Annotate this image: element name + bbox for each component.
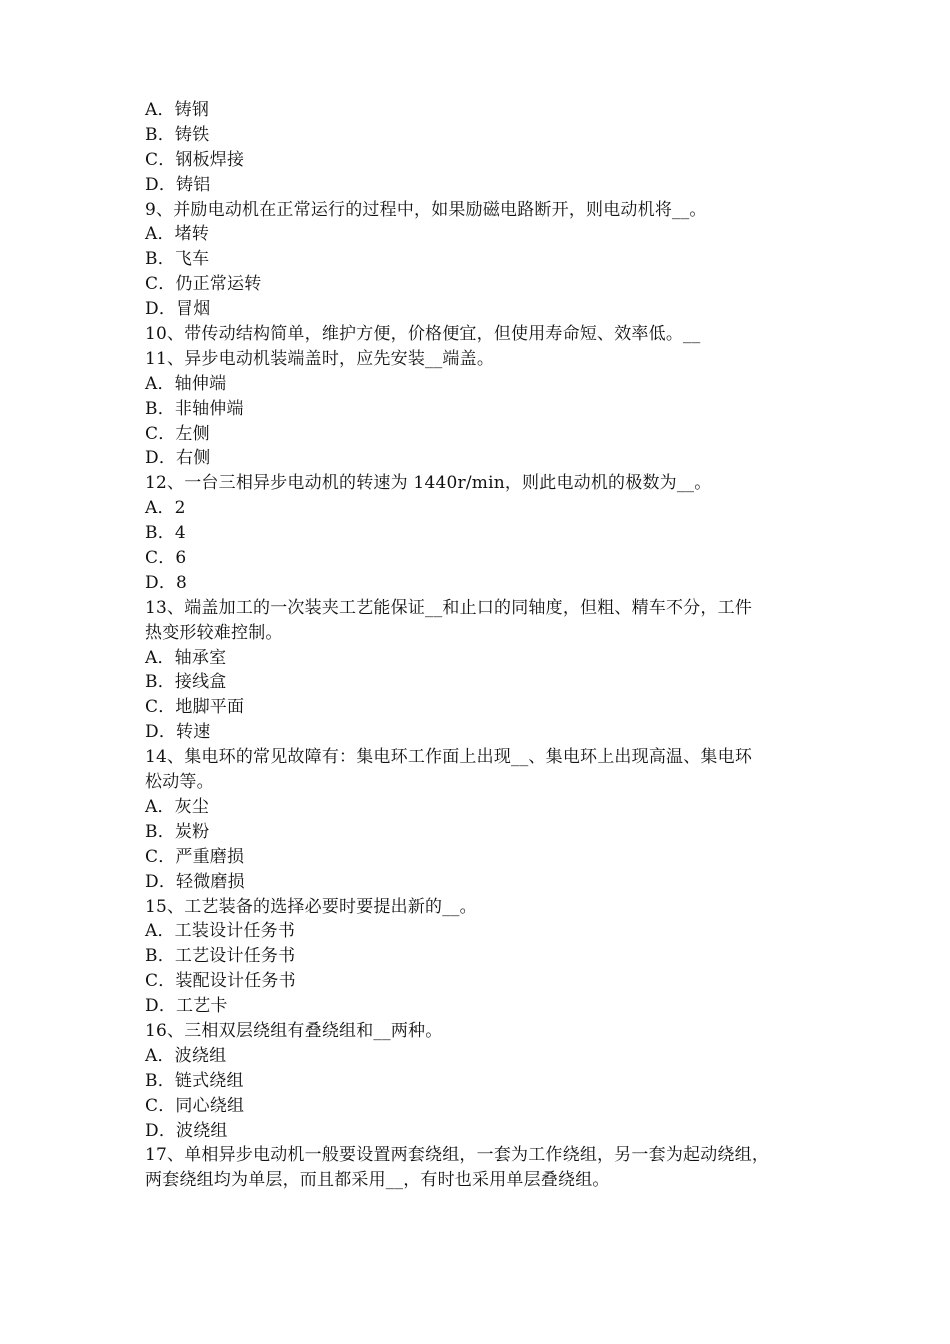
text-line: A．堵转 (145, 224, 210, 245)
text-line: 12、一台三相异步电动机的转速为 1440r/min，则此电动机的极数为__。 (145, 473, 712, 494)
question-text-block (145, 98, 815, 1193)
text-line: D．工艺卡 (145, 996, 228, 1017)
text-line: D．轻微磨损 (145, 871, 245, 892)
text-line: 14、集电环的常见故障有：集电环工作面上出现__、集电环上出现高温、集电环 (145, 747, 753, 768)
text-line: A．铸钢 (145, 100, 210, 120)
text-line: C．同心绕组 (145, 1095, 245, 1116)
text-line: B．铸铁 (145, 124, 210, 145)
text-line: A．轴承室 (145, 647, 227, 668)
text-line: B．接线盒 (145, 672, 227, 693)
text-line: 13、端盖加工的一次装夹工艺能保证__和止口的同轴度，但粗、精车不分，工件 (145, 597, 753, 618)
text-line: 10、带传动结构简单，维护方便，价格便宜，但使用寿命短、效率低。__ (145, 324, 701, 345)
text-line: 热变形较难控制。 (145, 622, 283, 643)
text-line: D．波绕组 (145, 1120, 228, 1141)
text-line: 11、异步电动机装端盖时，应先安装__端盖。 (145, 348, 495, 369)
text-line: D．冒烟 (145, 299, 211, 320)
text-line: C．6 (145, 548, 187, 569)
text-line: A．波绕组 (145, 1045, 227, 1066)
text-line: A．轴伸端 (145, 373, 227, 394)
text-line: A．工装设计任务书 (145, 921, 296, 942)
text-line: D．铸铝 (145, 174, 211, 195)
text-line: C．严重磨损 (145, 846, 245, 867)
text-line: C．左侧 (145, 423, 210, 444)
text-line: 17、单相异步电动机一般要设置两套绕组，一套为工作绕组，另一套为起动绕组， (145, 1145, 770, 1166)
text-line: 松动等。 (145, 772, 214, 793)
text-line: C．钢板焊接 (145, 149, 245, 170)
text-line: B．链式绕组 (145, 1070, 244, 1091)
text-line: A．灰尘 (145, 796, 210, 817)
text-line: B．炭粉 (145, 821, 210, 842)
text-line: 9、并励电动机在正常运行的过程中，如果励磁电路断开，则电动机将__。 (145, 199, 707, 220)
text-line: B．非轴伸端 (145, 398, 244, 419)
text-line: A．2 (145, 498, 186, 519)
text-line: C．仍正常运转 (145, 274, 262, 295)
text-line: 16、三相双层绕组有叠绕组和__两种。 (145, 1020, 443, 1041)
text-line: B．4 (145, 523, 186, 544)
text-line: 15、工艺装备的选择必要时要提出新的__。 (145, 896, 477, 917)
text-line: D．8 (145, 572, 188, 593)
text-line: D．右侧 (145, 448, 211, 469)
text-line: B．工艺设计任务书 (145, 946, 296, 967)
text-line: C．地脚平面 (145, 697, 245, 718)
text-line: C．装配设计任务书 (145, 971, 296, 992)
text-line: B．飞车 (145, 249, 210, 270)
text-line: D．转速 (145, 722, 211, 743)
text-line: 两套绕组均为单层，而且都采用__，有时也采用单层叠绕组。 (145, 1170, 610, 1191)
